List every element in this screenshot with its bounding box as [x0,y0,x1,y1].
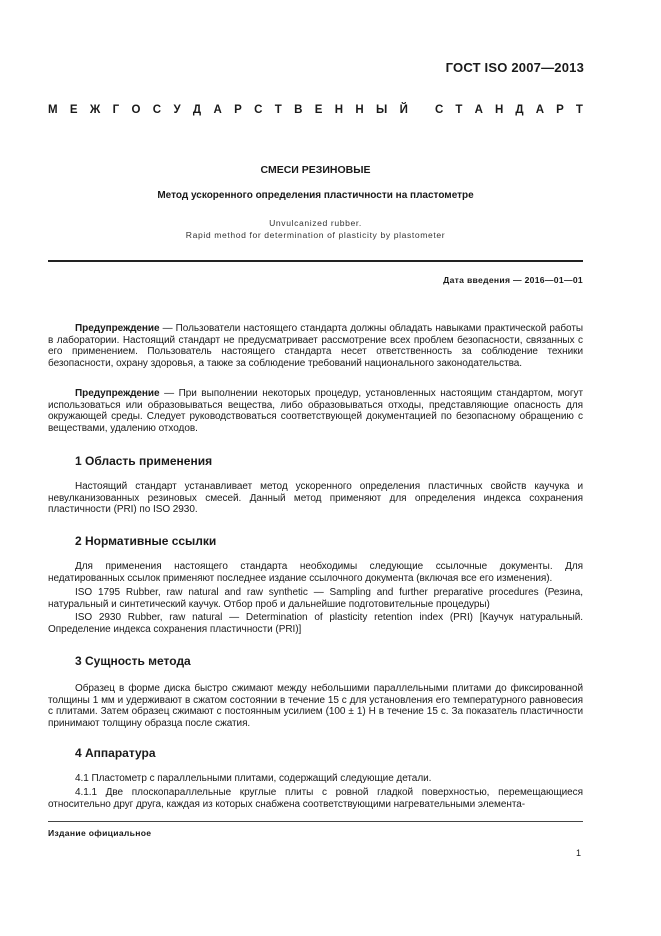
banner-letter: А [474,104,483,116]
banner-letter: С [435,104,444,116]
warning-label: Предупреждение [75,388,160,399]
warning-text: — При выполнении некоторых процедур, установленных настоящим стандартом, могут использоваться или образовываться вещества, либо образовываться отходы, представляющие опасность для окружающей среды. Следует руководствоваться соответствующей документацией по безопасному обращению с веществами, удалению отходов. [48,388,583,434]
footer-rule [48,821,583,822]
section-heading-method-essence: 3 Сущность метода [75,654,191,668]
standard-banner [48,104,583,116]
banner-letter: Н [355,104,364,116]
banner-letter: М [48,104,58,116]
banner-letter: Т [575,104,583,116]
banner-letter: Ж [89,104,101,116]
section-heading-normative-references: 2 Нормативные ссылки [75,534,217,548]
banner-letter: Н [494,104,504,116]
banner-word-interstate [48,104,408,116]
banner-word-standard [435,104,583,116]
banner-letter: В [294,104,303,116]
document-code: ГОСТ ISO 2007—2013 [445,60,584,75]
section-paragraph: Для применения настоящего стандарта необходимы следующие ссылочные документы. Для недатированных ссылок применяют последнее издание ссылочного документа (включая все его изменения). [48,561,583,584]
banner-letter: Д [515,104,524,116]
banner-letter: А [535,104,545,116]
banner-letter: Ы [376,104,388,116]
document-subtitle: Метод ускоренного определения пластичности на пластометре [157,190,474,201]
english-title-line-2: Rapid method for determination of plasticity by plastometer [185,230,446,240]
section-heading-apparatus: 4 Аппаратура [75,746,156,760]
warning-paragraph [48,388,583,434]
banner-letter: Р [556,104,564,116]
banner-letter: У [173,104,181,116]
section-paragraph: Настоящий стандарт устанавливает метод ускоренного определения пластичных свойств каучука и невулканизованных резиновых смесей. Данный метод применяют для определения индекса сохранения пластичности (PRI) по ISO 2930. [48,481,583,516]
header-rule [48,260,583,262]
banner-letter: С [152,104,162,116]
banner-letter: Т [274,104,282,116]
banner-letter: Т [455,104,463,116]
banner-letter: Н [334,104,344,116]
warning-paragraph [48,323,583,369]
document-title: СМЕСИ РЕЗИНОВЫЕ [260,164,371,176]
banner-letter: Е [314,104,323,116]
clause-4-1: 4.1 Пластометр с параллельными плитами, содержащий следующие детали. [75,773,432,784]
banner-letter: Р [234,104,242,116]
banner-letter: Г [112,104,120,116]
banner-letter: О [131,104,141,116]
banner-letter: А [213,104,222,116]
section-heading-scope: 1 Область применения [75,454,213,468]
banner-letter: С [254,104,263,116]
clause-4-1-1: 4.1.1 Две плоскопараллельные круглые плиты с ровной гладкой поверхностью, перемещающиеся относительно друг друга, каждая из которых снабжена соответствующими нагревательными элемента- [48,787,583,810]
page-number: 1 [575,848,581,858]
english-title-line-1: Unvulcanized rubber. [269,218,362,228]
reference-iso-2930: ISO 2930 Rubber, raw natural — Determination of plasticity retention index (PRI) [Каучук натуральный. Определение индекса сохранения пластичности (PRI)] [48,612,583,635]
introduction-date: Дата введения — 2016—01—01 [443,275,583,285]
warning-text: — Пользователи настоящего стандарта должны обладать навыками практической работы в лаборатории. Настоящий стандарт не предусматривает рассмотрение всех проблем безопасности, связанных с его применением. Пользователь настоящего стандарта несет ответственность за соблюдение техники безопасности, охрану здоровья, а также за соблюдение требований национального законодательства. [48,323,583,369]
warning-label: Предупреждение [75,323,160,334]
section-paragraph: Образец в форме диска быстро сжимают между небольшими параллельными плитами до фиксированной толщины 1 мм и удерживают в сжатом состоянии в течение 15 с для установления его температурного равновесия с плитами. Затем образец сжимают с постоянным усилием (100 ± 1) Н в течение 15 с. За показатель пластичности принимают толщину образца после сжатия. [48,683,583,729]
banner-letter: Е [69,104,78,116]
reference-iso-1795: ISO 1795 Rubber, raw natural and raw synthetic — Sampling and further preparative procedures (Резина, натуральный и синтетический каучук. Отбор проб и дальнейшие подготовительные процедуры) [48,587,583,610]
banner-letter: Й [399,104,408,116]
official-edition-label: Издание официальное [48,828,152,838]
banner-letter: Д [192,104,202,116]
